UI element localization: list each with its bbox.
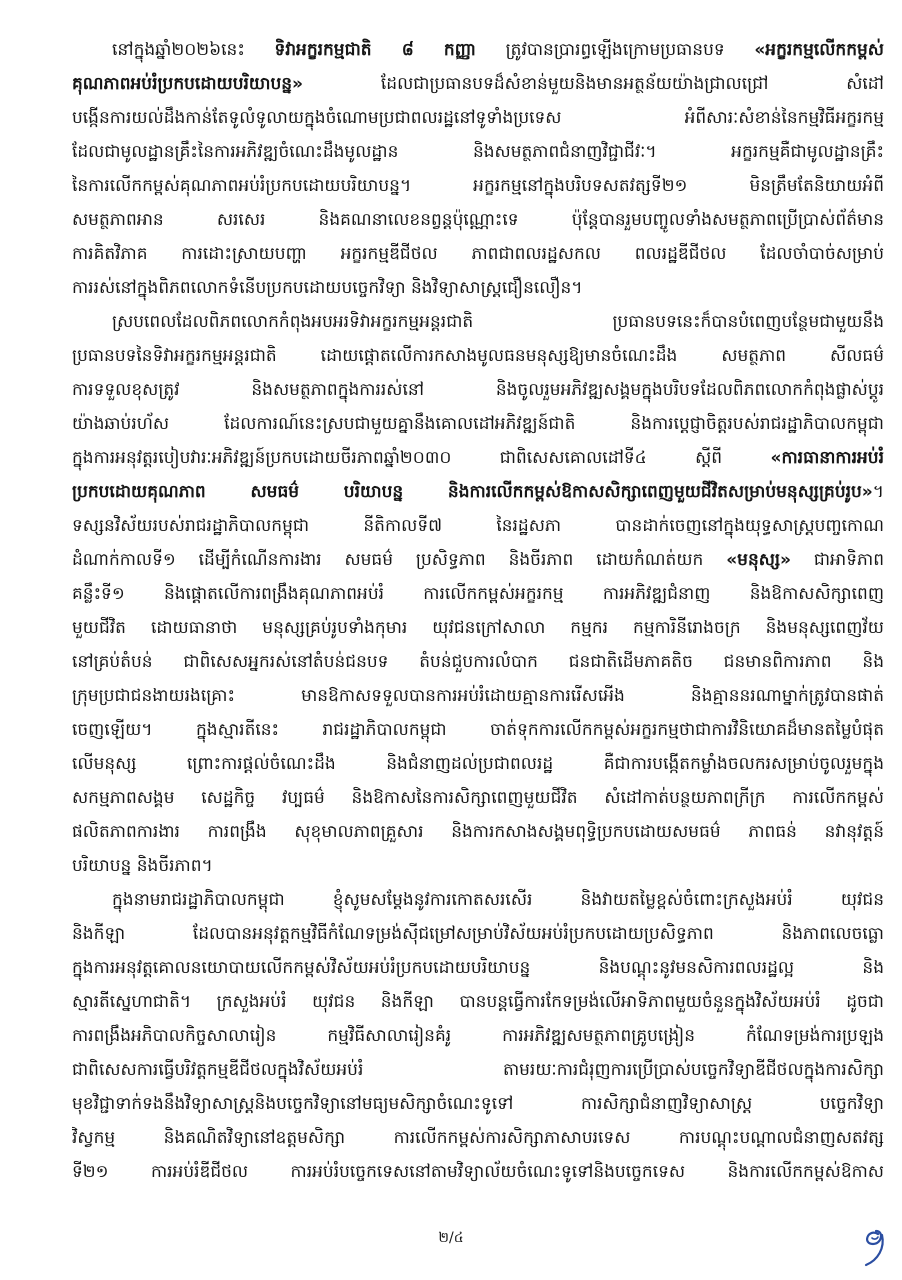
text-line (72, 951, 884, 985)
text-run: ជាពិសេសការធ្វើបរិវត្តកម្មឌីជីថលក្នុងវិស័យអប់រំ តាមរយៈការជំរុញការប្រើប្រាស់បច្ចេកវិទ្យាឌីជីថលក្នុងការសិក្សា (72, 1060, 884, 1080)
bold-text-run: «ការធានាការអប់រំ (770, 448, 884, 468)
text-line (72, 781, 884, 815)
text-line (72, 237, 884, 271)
text-run: ការទទួលខុសត្រូវ និងសមត្ថភាពក្នុងការរស់នៅ និងចូលរួមអភិវឌ្ឍសង្គមក្នុងបរិបទដែលពិភពលោកកំពុងផ្លាស់ប្តូរ (72, 380, 884, 400)
text-run: ការពង្រឹងអភិបាលកិច្ចសាលារៀន កម្មវិធីសាលារៀនគំរូ ការអភិវឌ្ឍសមត្ថភាពគ្រូបង្រៀន កំណែទម្រង់ការប្រឡង (72, 1026, 884, 1046)
text-run: នៃការលើកកម្ពស់គុណភាពអប់រំប្រកបដោយបរិយាបន្ន។ អក្ខរកម្មនៅក្នុងបរិបទសតវត្សទី២១ មិនត្រឹមតែនិយាយអំពី (72, 176, 884, 196)
text-run: ដែលជាប្រធានបទដ៏សំខាន់មួយនិងមានអត្ថន័យយ៉ាងជ្រាលជ្រៅ សំដៅ (303, 74, 884, 94)
text-line (72, 747, 884, 781)
text-line (72, 169, 884, 203)
text-run: នៅគ្រប់តំបន់ ជាពិសេសអ្នករស់នៅតំបន់ជនបទ តំបន់ជួបការលំបាក ជនជាតិដើមភាគតិច ជនមានពិការភាព និង (72, 652, 884, 672)
text-line (72, 203, 884, 237)
text-line (72, 407, 884, 441)
text-line (72, 713, 884, 747)
text-line (72, 1019, 884, 1053)
text-line (72, 1121, 884, 1155)
text-line (72, 985, 884, 1019)
text-line (72, 305, 884, 339)
text-run: ជាអាទិភាព (790, 550, 884, 570)
text-run: ចេញឡើយ។ ក្នុងស្មារតីនេះ រាជរដ្ឋាភិបាលកម្ពុជា ចាត់ទុកការលើកកម្ពស់អក្ខរកម្មថាជាការវិនិយោគដ៏មានតម្លៃបំផុត (72, 720, 884, 740)
text-run: គន្លឹះទី១ និងផ្តោតលើការពង្រឹងគុណភាពអប់រំ ការលើកកម្ពស់អក្ខរកម្ម ការអភិវឌ្ឍជំនាញ និងឱកាសសិក្សាពេញ (72, 584, 884, 604)
text-run: នៅក្នុងឆ្នាំ២០២៦នេះ (112, 40, 275, 60)
initials-signature (856, 1220, 896, 1268)
text-line (72, 67, 884, 101)
text-run: ការរស់នៅក្នុងពិភពលោកទំនើបប្រកបដោយបច្ចេកវិទ្យា និងវិទ្យាសាស្ត្រជឿនលឿន។ (72, 278, 583, 298)
bold-text-run: ទិវាអក្ខរកម្មជាតិ ៨ កញ្ញា (274, 40, 476, 60)
text-run: ត្រូវបានប្រារព្ធឡើងក្រោមប្រធានបទ (475, 40, 755, 60)
text-run: ដែលជាមូលដ្ឋានគ្រឹះនៃការអភិវឌ្ឍចំណេះដឹងមូលដ្ឋាន និងសមត្ថភាពជំនាញវិជ្ជាជីវៈ។ អក្ខរកម្មគឺជាមូលដ្ឋានគ្រឹះ (72, 142, 884, 162)
text-run: វិស្វកម្ម និងគណិតវិទ្យានៅឧត្តមសិក្សា ការលើកកម្ពស់ការសិក្សាភាសាបរទេស ការបណ្តុះបណ្តាលជំនាញសតវត្ស (72, 1128, 884, 1148)
text-run: ផលិតភាពការងារ ការពង្រឹង សុខុមាលភាពគ្រួសារ និងការកសាងសង្គមពុទ្ធិប្រកបដោយសមធម៌ ភាពធន់ នវានុវត្តន៍ (72, 822, 884, 842)
text-run: ប្រធានបទនៃទិវាអក្ខរកម្មអន្តរជាតិ ដោយផ្តោតលើការកសាងមូលធនមនុស្សឱ្យមានចំណេះដឹង សមត្ថភាព សីលធម៌ (72, 346, 884, 366)
text-run: បរិយាបន្ន និងចីរភាព។ (72, 856, 213, 876)
text-run: សមត្ថភាពអាន សរសេរ និងគណនាលេខនព្វន្តប៉ុណ្ណោះទេ ប៉ុន្តែបានរួមបញ្ចូលទាំងសមត្ថភាពប្រើប្រាស់ព័ត៌មាន (72, 210, 884, 230)
text-line (72, 679, 884, 713)
text-run: ។ (872, 482, 884, 502)
bold-text-run: «អក្ខរកម្មលើកកម្ពស់ (754, 40, 884, 60)
paragraph (72, 33, 884, 305)
text-run: ក្នុងការអនុវត្តគោលនយោបាយលើកកម្ពស់វិស័យអប់រំប្រកបដោយបរិយាបន្ន និងបណ្តុះនូវមនសិការពលរដ្ឋល្អ និង (72, 958, 884, 978)
text-line (72, 271, 884, 305)
text-run: ស្មារតីស្នេហាជាតិ។ ក្រសួងអប់រំ យុវជន និងកីឡា បានបន្តធ្វើការកែទម្រង់លើអាទិភាពមួយចំនួនក្នុងវិស័យអប់រំ ដូចជា (72, 992, 884, 1012)
text-line (72, 33, 884, 67)
text-line (72, 339, 884, 373)
text-line (72, 1155, 884, 1189)
text-line (72, 441, 884, 475)
document-body (72, 33, 884, 1189)
text-run: ក្នុងការអនុវត្តរបៀបវារៈអភិវឌ្ឍន៍ប្រកបដោយចីរភាពឆ្នាំ២០៣០ ជាពិសេសគោលដៅទី៤ ស្តីពី (72, 448, 771, 468)
text-line (72, 135, 884, 169)
bold-text-run: ប្រកបដោយគុណភាព សមធម៌ បរិយាបន្ន និងការលើកកម្ពស់ឱកាសសិក្សាពេញមួយជីវិតសម្រាប់មនុស្សគ្រប់រូប» (72, 482, 873, 502)
text-run: ស្របពេលដែលពិភពលោកកំពុងអបអរទិវាអក្ខរកម្មអន្តរជាតិ ប្រធានបទនេះក៏បានបំពេញបន្ថែមជាមួយនឹង (112, 312, 884, 332)
text-line (72, 883, 884, 917)
text-run: ក្រុមប្រជាជនងាយរងគ្រោះ មានឱកាសទទួលបានការអប់រំដោយគ្មានការរើសអើង និងគ្មាននរណាម្នាក់ត្រូវបានផាត់ (72, 686, 884, 706)
text-run: សកម្មភាពសង្គម សេដ្ឋកិច្ច វប្បធម៌ និងឱកាសនៃការសិក្សាពេញមួយជីវិត សំដៅកាត់បន្ថយភាពក្រីក្រ ការលើកកម្ពស់ (72, 788, 884, 808)
text-line (72, 475, 884, 509)
text-run: ដំណាក់កាលទី១ ដើម្បីកំណើនការងារ សមធម៌ ប្រសិទ្ធភាព និងចីរភាព ដោយកំណត់យក (72, 550, 727, 570)
text-line (72, 849, 884, 883)
text-run: យ៉ាងឆាប់រហ័ស ដែលការណ៍នេះស្របជាមួយគ្នានឹងគោលដៅអភិវឌ្ឍន៍ជាតិ និងការប្តេជ្ញាចិត្តរបស់រាជរដ្ឋាភិបាលកម្ពុជា (72, 414, 884, 434)
text-run: ការគិតវិភាគ ការដោះស្រាយបញ្ហា អក្ខរកម្មឌីជីថល ភាពជាពលរដ្ឋសកល ពលរដ្ឋឌីជីថល ដែលចាំបាច់សម្រាប់ (72, 244, 884, 264)
text-line (72, 645, 884, 679)
text-run: ទី២១ ការអប់រំឌីជីថល ការអប់រំបច្ចេកទេសនៅតាមវិទ្យាល័យចំណេះទូទៅនិងបច្ចេកទេស និងការលើកកម្ពស់ឱកាស (72, 1162, 884, 1182)
text-run: ទស្សនវិស័យរបស់រាជរដ្ឋាភិបាលកម្ពុជា នីតិកាលទី៧ នៃរដ្ឋសភា បានដាក់ចេញនៅក្នុងយុទ្ធសាស្ត្របញ្ចកោណ (72, 516, 884, 536)
page-number: ២/៤ (438, 1230, 464, 1246)
bold-text-run: «មនុស្ស» (726, 550, 791, 570)
text-line (72, 917, 884, 951)
text-run: បង្កើនការយល់ដឹងកាន់តែទូលំទូលាយក្នុងចំណោមប្រជាពលរដ្ឋនៅទូទាំងប្រទេស អំពីសារៈសំខាន់នៃកម្មវិធីអក្ខរកម្ម (72, 108, 884, 128)
text-line (72, 611, 884, 645)
paragraph (72, 883, 884, 1189)
text-line (72, 577, 884, 611)
text-line (72, 509, 884, 543)
text-line (72, 1087, 884, 1121)
text-line (72, 101, 884, 135)
text-run: ក្នុងនាមរាជរដ្ឋាភិបាលកម្ពុជា ខ្ញុំសូមសម្តែងនូវការកោតសរសើរ និងវាយតម្លៃខ្ពស់ចំពោះក្រសួងអប់រំ យុវជន (112, 890, 884, 910)
bold-text-run: គុណភាពអប់រំប្រកបដោយបរិយាបន្ន» (72, 74, 304, 94)
text-run: លើមនុស្ស ព្រោះការផ្តល់ចំណេះដឹង និងជំនាញដល់ប្រជាពលរដ្ឋ គឺជាការបង្កើតកម្លាំងចលករសម្រាប់ចូលរួមក្នុង (72, 754, 884, 774)
text-line (72, 373, 884, 407)
text-run: មុខវិជ្ជាទាក់ទងនឹងវិទ្យាសាស្ត្រនិងបច្ចេកវិទ្យានៅមធ្យមសិក្សាចំណេះទូទៅ ការសិក្សាជំនាញវិទ្យាសាស្ត្រ បច្ចេកវិទ្យា (72, 1094, 884, 1114)
text-line (72, 543, 884, 577)
text-run: មួយជីវិត ដោយធានាថា មនុស្សគ្រប់រូបទាំងកុមារ យុវជនក្រៅសាលា កម្មករ កម្មការិនីរោងចក្រ និងមនុស្សពេញវ័យ (72, 618, 884, 638)
text-run: និងកីឡា ដែលបានអនុវត្តកម្មវិធីកំណែទម្រង់ស៊ីជម្រៅសម្រាប់វិស័យអប់រំប្រកបដោយប្រសិទ្ធភាព និងភាពលេចធ្លោ (72, 924, 884, 944)
text-line (72, 1053, 884, 1087)
paragraph (72, 305, 884, 883)
text-line (72, 815, 884, 849)
